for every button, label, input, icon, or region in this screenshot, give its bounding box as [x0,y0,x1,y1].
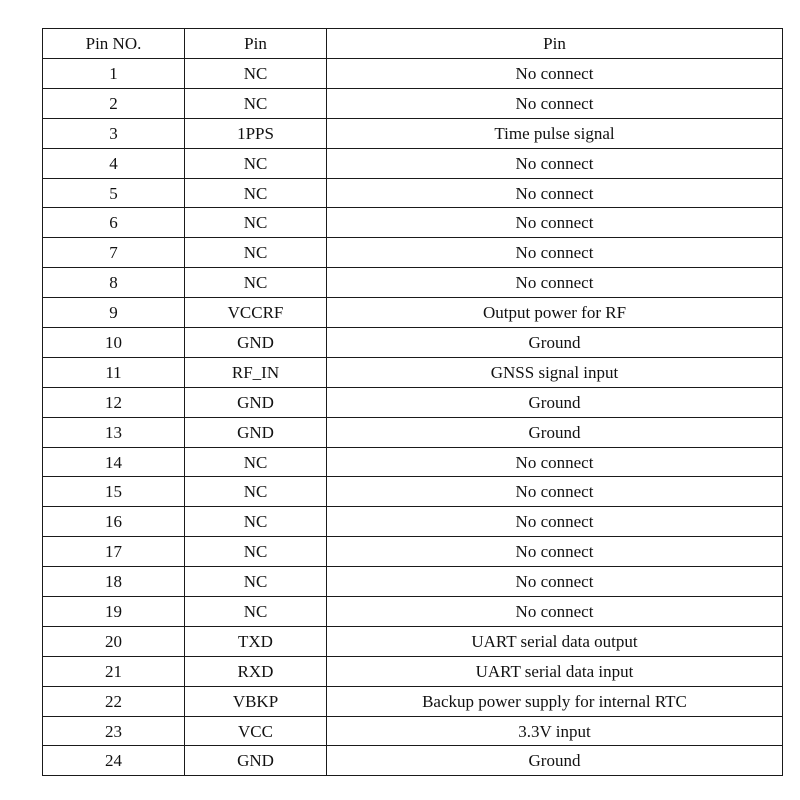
table-row [43,626,783,656]
table-row [43,417,783,447]
pin-name-cell: VCCRF [185,298,327,328]
pin-name-cell: NC [185,148,327,178]
table-row [43,597,783,627]
table-row [43,716,783,746]
pin-name-cell: NC [185,447,327,477]
pin-name-cell: NC [185,238,327,268]
table-row [43,477,783,507]
pin-description-cell: No connect [327,208,783,238]
table-body [43,59,783,776]
pin-name-cell: GND [185,328,327,358]
header-pin-description: Pin [327,29,783,59]
table-row [43,118,783,148]
table-row [43,178,783,208]
pin-name-cell: NC [185,208,327,238]
pin-name-cell: RF_IN [185,357,327,387]
pin-name-cell: TXD [185,626,327,656]
pin-definition-table [42,28,783,776]
pin-description-cell: No connect [327,268,783,298]
table-row [43,148,783,178]
pin-number-cell: 17 [43,537,185,567]
pin-description-cell: No connect [327,597,783,627]
pin-name-cell: NC [185,178,327,208]
table-row [43,537,783,567]
pin-number-cell: 9 [43,298,185,328]
pin-number-cell: 4 [43,148,185,178]
table-row [43,208,783,238]
pin-description-cell: UART serial data input [327,656,783,686]
pin-description-cell: No connect [327,59,783,89]
pin-number-cell: 14 [43,447,185,477]
pin-description-cell: No connect [327,148,783,178]
pin-number-cell: 15 [43,477,185,507]
pin-number-cell: 16 [43,507,185,537]
pin-number-cell: 22 [43,686,185,716]
pin-number-cell: 10 [43,328,185,358]
pin-name-cell: GND [185,746,327,776]
pin-name-cell: RXD [185,656,327,686]
pin-description-cell: Ground [327,417,783,447]
pin-description-cell: Output power for RF [327,298,783,328]
table-row [43,387,783,417]
pin-name-cell: VBKP [185,686,327,716]
table-row [43,328,783,358]
pin-description-cell: No connect [327,447,783,477]
table-row [43,447,783,477]
pin-number-cell: 2 [43,88,185,118]
pin-name-cell: NC [185,59,327,89]
pin-number-cell: 7 [43,238,185,268]
pin-name-cell: NC [185,88,327,118]
pin-number-cell: 13 [43,417,185,447]
pin-name-cell: NC [185,477,327,507]
header-pin-number: Pin NO. [43,29,185,59]
table-row [43,357,783,387]
table-row [43,88,783,118]
pin-description-cell: Ground [327,328,783,358]
pin-description-cell: No connect [327,507,783,537]
pin-description-cell: No connect [327,567,783,597]
pin-description-cell: Backup power supply for internal RTC [327,686,783,716]
pin-description-cell: GNSS signal input [327,357,783,387]
pin-number-cell: 1 [43,59,185,89]
pin-number-cell: 12 [43,387,185,417]
pin-name-cell: VCC [185,716,327,746]
pin-number-cell: 20 [43,626,185,656]
pin-name-cell: NC [185,597,327,627]
pin-description-cell: No connect [327,477,783,507]
pin-name-cell: 1PPS [185,118,327,148]
pin-description-cell: Ground [327,387,783,417]
table-row [43,686,783,716]
pin-number-cell: 6 [43,208,185,238]
pin-description-cell: No connect [327,178,783,208]
pin-name-cell: NC [185,537,327,567]
pin-description-cell: Time pulse signal [327,118,783,148]
pin-number-cell: 21 [43,656,185,686]
pin-description-cell: 3.3V input [327,716,783,746]
pin-number-cell: 3 [43,118,185,148]
table-header-row [43,29,783,59]
table-row [43,59,783,89]
table-row [43,507,783,537]
table-row [43,656,783,686]
pin-number-cell: 19 [43,597,185,627]
header-pin-name: Pin [185,29,327,59]
table-row [43,298,783,328]
pin-description-cell: No connect [327,238,783,268]
pin-number-cell: 8 [43,268,185,298]
pin-name-cell: NC [185,507,327,537]
table-row [43,746,783,776]
pin-number-cell: 23 [43,716,185,746]
pin-name-cell: GND [185,417,327,447]
table-row [43,567,783,597]
pin-number-cell: 24 [43,746,185,776]
table-row [43,268,783,298]
pin-name-cell: NC [185,567,327,597]
pin-name-cell: GND [185,387,327,417]
pin-number-cell: 18 [43,567,185,597]
pin-description-cell: Ground [327,746,783,776]
pin-number-cell: 5 [43,178,185,208]
pin-description-cell: No connect [327,88,783,118]
pin-description-cell: UART serial data output [327,626,783,656]
pin-description-cell: No connect [327,537,783,567]
pin-number-cell: 11 [43,357,185,387]
table-row [43,238,783,268]
pin-name-cell: NC [185,268,327,298]
